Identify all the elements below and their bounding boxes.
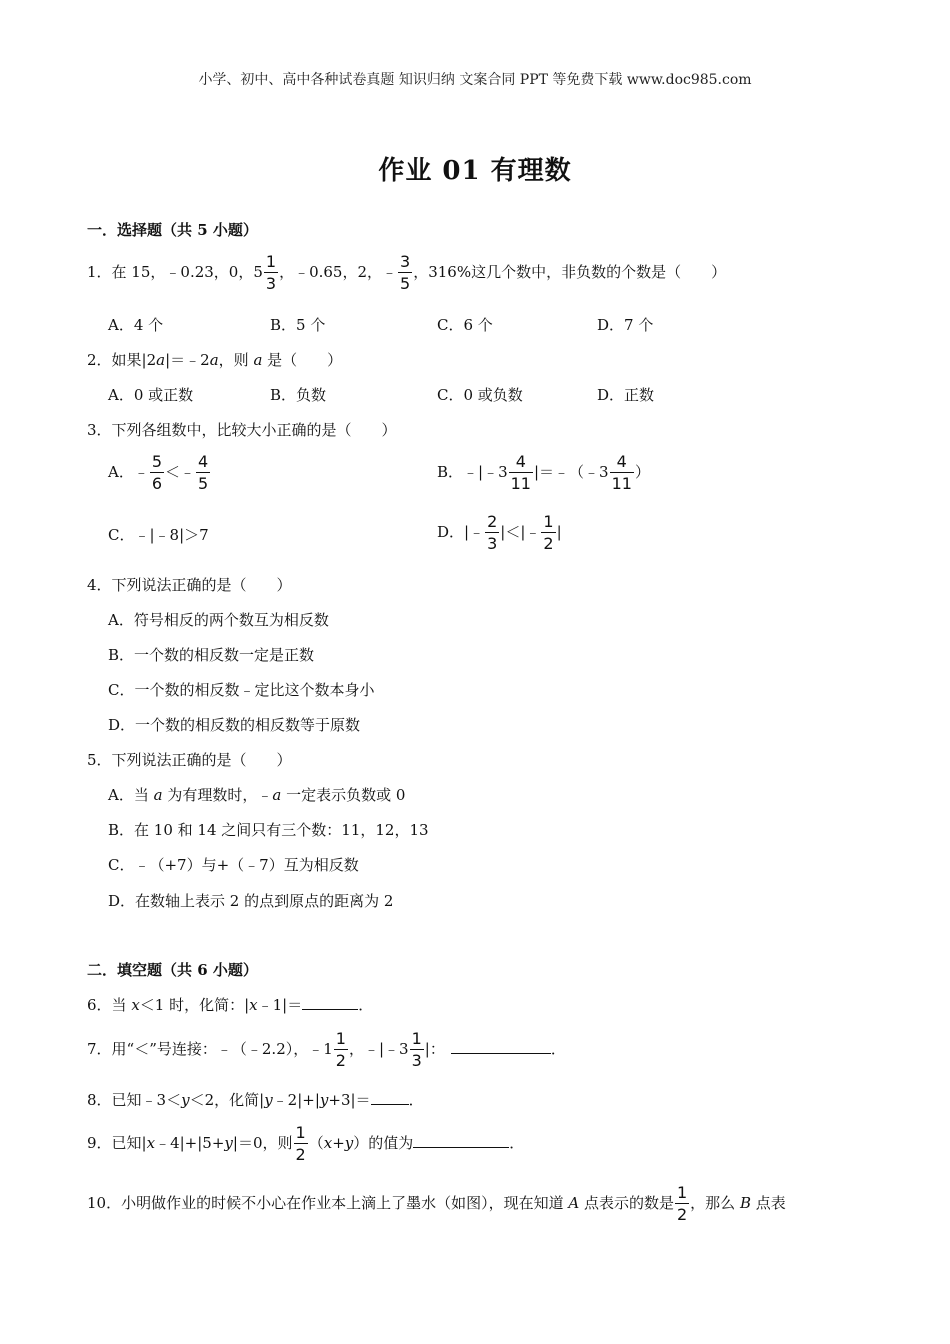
- question-2: 2．如果|2a|＝﹣2a，则 a 是（ ）: [87, 351, 343, 369]
- q1-stem-part: ，316%这几个数中，非负数的个数是（ ）: [413, 263, 727, 281]
- q5-option-c[interactable]: C．﹣（+7）与+（﹣7）互为相反数: [108, 856, 359, 874]
- q4-option-b[interactable]: B．一个数的相反数一定是正数: [108, 646, 315, 664]
- q4-option-d[interactable]: D．一个数的相反数的相反数等于原数: [108, 716, 361, 734]
- answer-blank[interactable]: [451, 1039, 551, 1054]
- section-fill-heading: 二．填空题（共 6 小题）: [87, 961, 258, 979]
- q4-option-c[interactable]: C．一个数的相反数﹣定比这个数本身小: [108, 681, 375, 699]
- fraction: $\frac{3}{5}$: [400, 252, 411, 293]
- q1-stem-part: 1．在 15，﹣0.23，0，5: [87, 263, 263, 281]
- q5-option-a[interactable]: A．当 a 为有理数时，﹣a 一定表示负数或 0: [108, 786, 406, 804]
- answer-blank[interactable]: [413, 1133, 509, 1148]
- fraction: $\frac{1}{3}$: [265, 252, 277, 293]
- q1-stem-part: ，﹣0.65，2，﹣: [279, 263, 398, 281]
- question-8: 8．已知﹣3＜y＜2，化简|y﹣2|+|y+3|＝ ．: [87, 1091, 424, 1109]
- q1-option-d[interactable]: D．7 个: [597, 316, 654, 334]
- q5-option-b[interactable]: B．在 10 和 14 之间只有三个数：11，12，13: [108, 821, 429, 839]
- question-4: 4．下列说法正确的是（ ）: [87, 576, 292, 594]
- fraction: $\frac{2}{3}$: [487, 512, 498, 553]
- answer-blank[interactable]: [371, 1090, 409, 1105]
- question-6: 6．当 x＜1 时，化简：|x﹣1|＝ ．: [87, 996, 374, 1014]
- page-header: 小学、初中、高中各种试卷真题 知识归纳 文案合同 PPT 等免费下载 www.doc985.com: [198, 72, 752, 88]
- question-1: [87, 254, 726, 292]
- q3-option-c[interactable]: C．﹣|﹣8|＞7: [108, 526, 209, 544]
- q3-option-b[interactable]: B．﹣|﹣3 $\frac{4}{11}$ |＝﹣（﹣3 $\frac{4}{11}$ ）: [437, 452, 650, 493]
- fraction: $\frac{1}{2}$: [676, 1183, 688, 1224]
- q5-option-d[interactable]: D．在数轴上表示 2 的点到原点的距离为 2: [108, 892, 394, 910]
- question-10: 10．小明做作业的时候不小心在作业本上滴上了墨水（如图），现在知道 A 点表示的数是 $\frac{1}{2}$ ，那么 B 点表: [87, 1183, 786, 1224]
- q1-option-a[interactable]: A．4 个: [108, 316, 164, 334]
- fraction: $\frac{4}{5}$: [198, 452, 209, 493]
- question-9: 9．已知|x﹣4|+|5+y|＝0，则 $\frac{1}{2}$ （x+y）的值为 ．: [87, 1123, 525, 1164]
- fraction: $\frac{1}{2}$: [543, 512, 554, 553]
- q4-option-a[interactable]: A．符号相反的两个数互为相反数: [108, 611, 329, 629]
- q1-option-b[interactable]: B．5 个: [270, 316, 326, 334]
- question-5: 5．下列说法正确的是（ ）: [87, 751, 292, 769]
- q2-option-c[interactable]: C．0 或负数: [437, 386, 523, 404]
- fraction: $\frac{1}{2}$: [295, 1123, 306, 1164]
- fraction: $\frac{5}{6}$: [151, 452, 163, 493]
- q2-option-d[interactable]: D．正数: [597, 386, 655, 404]
- fraction: $\frac{1}{2}$: [335, 1029, 346, 1070]
- fraction: $\frac{4}{11}$: [611, 452, 632, 493]
- q3-option-a[interactable]: A．﹣ $\frac{5}{6}$ ＜﹣ $\frac{4}{5}$: [108, 452, 209, 493]
- fraction: $\frac{4}{11}$: [510, 452, 531, 493]
- fraction: $\frac{1}{3}$: [411, 1029, 422, 1070]
- q1-option-c[interactable]: C．6 个: [437, 316, 493, 334]
- q2-option-a[interactable]: A．0 或正数: [108, 386, 194, 404]
- q2-option-b[interactable]: B．负数: [270, 386, 327, 404]
- answer-blank[interactable]: [302, 995, 358, 1010]
- question-7: 7．用“＜”号连接：﹣（﹣2.2），﹣1 $\frac{1}{2}$ ，﹣|﹣3 $\frac{1}{3}$ |： ．: [87, 1029, 566, 1070]
- q3-option-d[interactable]: D．|﹣ $\frac{2}{3}$ |＜|﹣ $\frac{1}{2}$ |: [437, 512, 562, 553]
- question-3: 3．下列各组数中，比较大小正确的是（ ）: [87, 421, 397, 439]
- page-title: 作业 01 有理数: [378, 156, 572, 186]
- section-choice-heading: 一．选择题（共 5 小题）: [87, 221, 258, 239]
